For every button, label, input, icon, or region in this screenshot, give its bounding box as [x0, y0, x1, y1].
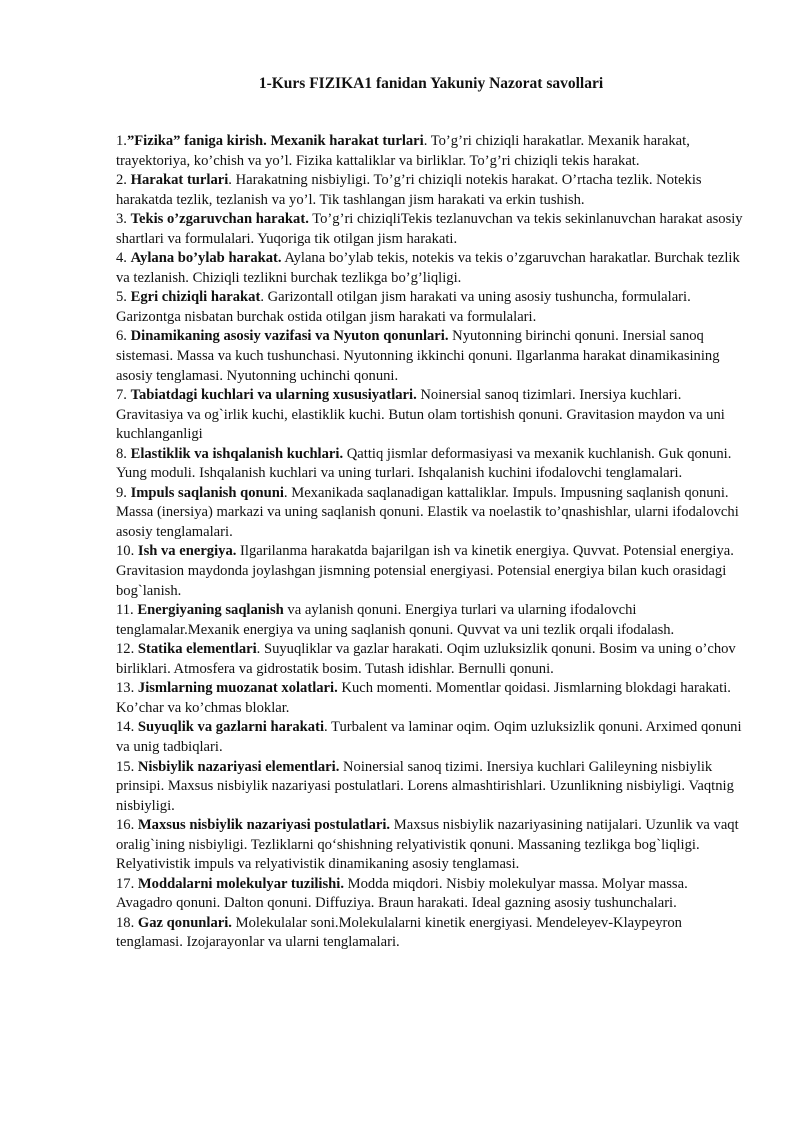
item-heading: Harakat turlari [130, 172, 229, 189]
item-body: Kuch momenti. Momentlar qoidasi. Jismlarning blokdagi harakati. Ko’char va ko’chmas bloklar. [116, 680, 731, 716]
item-body: Aylana bo’ylab tekis, notekis va tekis o’zgaruvchan harakatlar. Burchak tezlik va tezlanish. Chiziqli tezlikni burchak tezlikga bo’g’liqligi. [116, 250, 740, 286]
item-body: va aylanish qonuni. Energiya turlari va ularning ifodalovchi tenglamalar.Mexanik energiya va uning saqlanish qonuni. Quvvat va uni tezlik orqali ifodalash. [116, 602, 675, 638]
item-body: . Suyuqliklar va gazlar harakati. Oqim uzluksizlik qonuni. Bosim va uning o’chov birliklari. Atmosfera va gidrostatik bosim. Tutash idishlar. Bernulli qonuni. [116, 641, 736, 677]
item-heading: Tekis o’zgaruvchan harakat. [130, 211, 309, 228]
list-item [116, 640, 746, 679]
item-number: 6. [116, 328, 131, 345]
item-heading: ”Fizika” faniga kirish. Mexanik harakat turlari [126, 133, 424, 149]
list-item [116, 601, 746, 640]
list-item [116, 249, 746, 288]
list-item [116, 210, 746, 249]
item-number: 17. [116, 875, 138, 892]
item-body: . Mexanikada saqlanadigan kattaliklar. Impuls. Impusning saqlanish qonuni. Massa (inersiya) markazi va uning saqlanish qonuni. Elastik va noelastik to’qnashishlar, ularni ifodalovchi asosiy tenglamalari. [116, 484, 739, 540]
item-number: 8. [116, 445, 131, 462]
item-body: . Garizontall otilgan jism harakati va uning asosiy tushuncha, formulalari. Garizontga nisbatan burchak ostida otilgan jism harakati va formulalari. [116, 289, 691, 325]
item-body: Molekulalar soni.Molekulalarni kinetik energiyasi. Mendeleyev-Klaypeyron tenglamasi. Izojarayonlar va ularni tenglamalari. [116, 914, 682, 951]
item-heading: Dinamikaning asosiy vazifasi va Nyuton qonunlari. [130, 328, 449, 345]
list-item [116, 679, 746, 718]
list-item [116, 445, 746, 484]
item-heading: Egri chiziqli harakat [130, 289, 261, 306]
item-number: 3. [116, 211, 131, 228]
item-body: Noinersial sanoq tizimi. Inersiya kuchlari Galileyning nisbiylik prinsipi. Maxsus nisbiylik nazariyasi postulatlari. Lorens almashtirishlari. Uzunlikning nisbiyligi. Vaqtnig nisbiyligi. [116, 758, 734, 814]
item-number: 2. [116, 172, 131, 189]
item-body: To’g’ri chiziqliTekis tezlanuvchan va tekis sekinlanuvchan harakat asosiy shartlari va formulalari. Yuqoriga tik otilgan jism harakati. [116, 211, 743, 247]
list-item [116, 758, 746, 817]
item-number: 4. [116, 250, 131, 267]
item-number: 13. [116, 680, 138, 697]
item-heading: Aylana bo’ylab harakat. [130, 250, 282, 267]
item-number: 16. [116, 817, 138, 834]
item-number: 7. [116, 387, 131, 404]
item-heading: Impuls saqlanish qonuni [130, 484, 284, 501]
item-body: Noinersial sanoq tizimlari. Inersiya kuchlari. Gravitasiya va og`irlik kuchi, elastiklik kuchi. Butun olam tortishish qonuni. Gravitasion maydon va uni kuchlanganligi [116, 387, 725, 443]
item-body: Qattiq jismlar deformasiyasi va mexanik kuchlanish. Guk qonuni. Yung moduli. Ishqalanish kuchlari va uning turlari. Ishqalanish kuchini ifodalovchi tenglamalari. [116, 445, 732, 482]
item-heading: Nisbiylik nazariyasi elementlari. [137, 758, 340, 775]
list-item [116, 327, 746, 386]
list-item [116, 484, 746, 543]
item-number: 18. [116, 914, 138, 931]
list-item [116, 914, 746, 953]
page-title: 1-Kurs FIZIKA1 fanidan Yakuniy Nazorat savollari [258, 75, 604, 92]
item-heading: Gaz qonunlari. [137, 914, 232, 931]
list-item [116, 542, 746, 601]
item-heading: Maxsus nisbiylik nazariyasi postulatlari. [137, 817, 391, 834]
item-body: Nyutonning birinchi qonuni. Inersial sanoq sistemasi. Massa va kuch tushunchasi. Nyutonning ikkinchi qonuni. Ilgarlanma harakat dinamikasining asosiy tenglamasi. Nyutonning uchinchi qonuni. [116, 328, 720, 384]
item-body: Maxsus nisbiylik nazariyasining natijalari. Uzunlik va vaqt oralig`ining nisbiyligi. Tezliklarni qo‘shishning relyativistik qonuni. Massaning tezlikga bog`liqligi. Relyativistik impuls va relyativistik dinamikaning asosiy tenglamasi. [116, 817, 739, 873]
list-item [116, 132, 746, 171]
item-heading: Statika elementlari [137, 641, 257, 658]
item-heading: Moddalarni molekulyar tuzilishi. [137, 875, 344, 892]
item-number: 9. [116, 484, 131, 501]
item-body: Modda miqdori. Nisbiy molekulyar massa. Molyar massa. Avagadro qonuni. Dalton qonuni. Diffuziya. Braun harakati. Ideal gazning asosiy tushunchalari. [116, 875, 688, 912]
item-body: Ilgarilanma harakatda bajarilgan ish va kinetik energiya. Quvvat. Potensial energiya. Gravitasion maydonda joylashgan jismning potensial energiyasi. Potensial energiya bilan kuch orasidagi bog`lanish. [116, 543, 734, 599]
item-heading: Ish va energiya. [137, 543, 237, 560]
item-body: . To’g’ri chiziqli harakatlar. Mexanik harakat, trayektoriya, ko’chish va yo’l. Fizika kattaliklar va birliklar. To’g’ri chiziqli tekis harakat. [116, 133, 690, 169]
item-number: 5. [116, 289, 131, 306]
list-item [116, 718, 746, 757]
list-item [116, 171, 746, 210]
item-heading: Jismlarning muozanat xolatlari. [137, 680, 338, 697]
item-number: 11. [116, 602, 138, 619]
item-body: . Turbalent va laminar oqim. Oqim uzluksizlik qonuni. Arximed qonuni va unig tadbiqlari. [116, 719, 742, 755]
item-heading: Energiyaning saqlanish [137, 602, 284, 619]
item-number: 12. [116, 641, 138, 658]
question-list [116, 132, 746, 953]
list-item [116, 875, 746, 914]
item-body: . Harakatning nisbiyligi. To’g’ri chiziqli notekis harakat. O’rtacha tezlik. Notekis harakatda tezlik, tezlanish va yo’l. Tik tashlangan jism harakati va erkin tushish. [116, 172, 702, 208]
item-number: 10. [116, 543, 138, 560]
item-heading: Elastiklik va ishqalanish kuchlari. [130, 445, 344, 462]
document-page [116, 74, 746, 953]
item-number: 1. [116, 133, 127, 149]
list-item [116, 386, 746, 445]
item-number: 15. [116, 758, 138, 775]
item-number: 14. [116, 719, 138, 736]
list-item [116, 288, 746, 327]
item-heading: Tabiatdagi kuchlari va ularning xususiyatlari. [130, 387, 417, 404]
item-heading: Suyuqlik va gazlarni harakati [137, 719, 325, 736]
list-item [116, 816, 746, 875]
